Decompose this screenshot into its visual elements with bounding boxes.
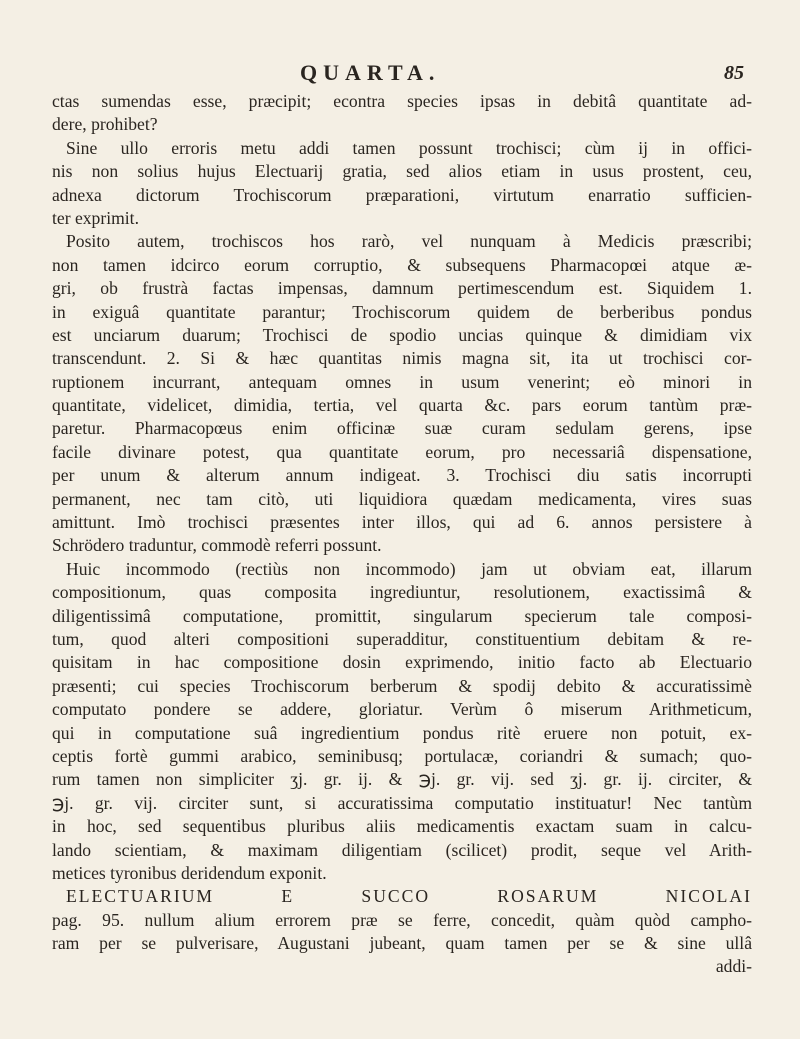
text-line: ELECTUARIUM E SUCCO ROSARUM NICOLAI	[66, 886, 752, 907]
text-line: præsenti; cui species Trochiscorum berberum & spodij debito & accuratissimè	[52, 675, 752, 696]
text-line: ctas sumendas esse, præcipit; econtra species ipsas in debitâ quantitate ad-	[52, 91, 752, 111]
page-number: 85	[724, 62, 744, 84]
text-line: Huic incommodo (rectiùs non incommodo) jam ut obviam eat, illarum	[66, 558, 752, 579]
text-line: in exiguâ quantitate parantur; Trochiscorum quidem de berberibus pondus	[52, 301, 752, 322]
text-line: dere, prohibet?	[52, 114, 158, 135]
text-line: ter exprimit.	[52, 207, 139, 228]
text-line: Schrödero traduntur, commodè referri possunt.	[52, 535, 382, 556]
text-line: rum tamen non simpliciter ʒj. gr. ij. & ℈j. gr. vij. sed ʒj. gr. ij. circiter, &	[52, 769, 752, 790]
text-line: ℈j. gr. vij. circiter sunt, si accuratissima computatio instituatur! Nec tantùm	[52, 792, 752, 813]
text-line: tum, quod alteri compositioni superadditur, constituentium debitam & re-	[52, 628, 752, 649]
text-line: facile divinare potest, qua quantitate eorum, pro necessariâ dispensatione,	[52, 441, 752, 462]
text-line: ruptionem incurrant, antequam omnes in usum venerint; eò minori in	[52, 371, 752, 392]
text-line: in hoc, sed sequentibus pluribus aliis medicamentis exactam suam in calcu-	[52, 816, 752, 837]
text-line: Sine ullo erroris metu addi tamen possunt trochisci; cùm ij in offici-	[66, 137, 752, 158]
text-line: est unciarum duarum; Trochisci de spodio uncias quinque & dimidiam vix	[52, 324, 752, 345]
text-line: lando scientiam, & maximam diligentiam (scilicet) prodit, seque vel Arith-	[52, 839, 752, 860]
text-line: transcendunt. 2. Si & hæc quantitas nimis magna sit, ita ut trochisci cor-	[52, 348, 752, 369]
text-line: paretur. Pharmacopœus enim officinæ suæ curam sedulam gerens, ipse	[52, 418, 752, 439]
page-header	[0, 60, 800, 88]
text-line: quantitate, videlicet, dimidia, tertia, vel quarta &c. pars eorum tantùm præ-	[52, 395, 752, 416]
text-line: nis non solius hujus Electuarij gratia, sed alios etiam in usus prostent, ceu,	[52, 161, 752, 182]
text-line: permanent, nec tam citò, uti liquidiora quædam medicamenta, vires suas	[52, 488, 752, 509]
body-text	[52, 90, 752, 979]
text-line: addi-	[715, 956, 752, 977]
text-line: metices tyronibus deridendum exponit.	[52, 862, 327, 883]
text-line: amittunt. Imò trochisci præsentes inter illos, qui ad 6. annos persistere à	[52, 512, 752, 533]
text-line: quisitam in hac compositione dosin exprimendo, initio facto ab Electuario	[52, 652, 752, 673]
text-line: computato pondere se addere, gloriatur. Verùm ô miserum Arithmeticum,	[52, 699, 752, 720]
text-line: ram per se pulverisare, Augustani jubeant, quam tamen per se & sine ullâ	[52, 933, 752, 954]
text-line: gri, ob frustrà factas impensas, damnum pertimescendum est. Siquidem 1.	[52, 278, 752, 299]
text-line: adnexa dictorum Trochiscorum præparationi, virtutum enarratio sufficien-	[52, 184, 752, 205]
running-head: QUARTA.	[300, 60, 441, 85]
text-line: non tamen idcirco eorum corruptio, & subsequens Pharmacopœi atque æ-	[52, 254, 752, 275]
text-line: Posito autem, trochiscos hos rarò, vel nunquam à Medicis præscribi;	[66, 231, 752, 252]
text-line: per unum & alterum annum indigeat. 3. Trochisci diu satis incorrupti	[52, 465, 752, 486]
text-line: qui in computatione suâ ingredientium pondus ritè eruere non potuit, ex-	[52, 722, 752, 743]
text-line: pag. 95. nullum alium errorem præ se ferre, concedit, quàm quòd campho-	[52, 909, 752, 930]
text-line: diligentissimâ computatione, promittit, singularum specierum tale composi-	[52, 605, 752, 626]
text-line: ceptis fortè gummi arabico, seminibusq; portulacæ, coriandri & sumach; quo-	[52, 745, 752, 766]
text-line: compositionum, quas composita ingrediuntur, resolutionem, exactissimâ &	[52, 582, 752, 603]
